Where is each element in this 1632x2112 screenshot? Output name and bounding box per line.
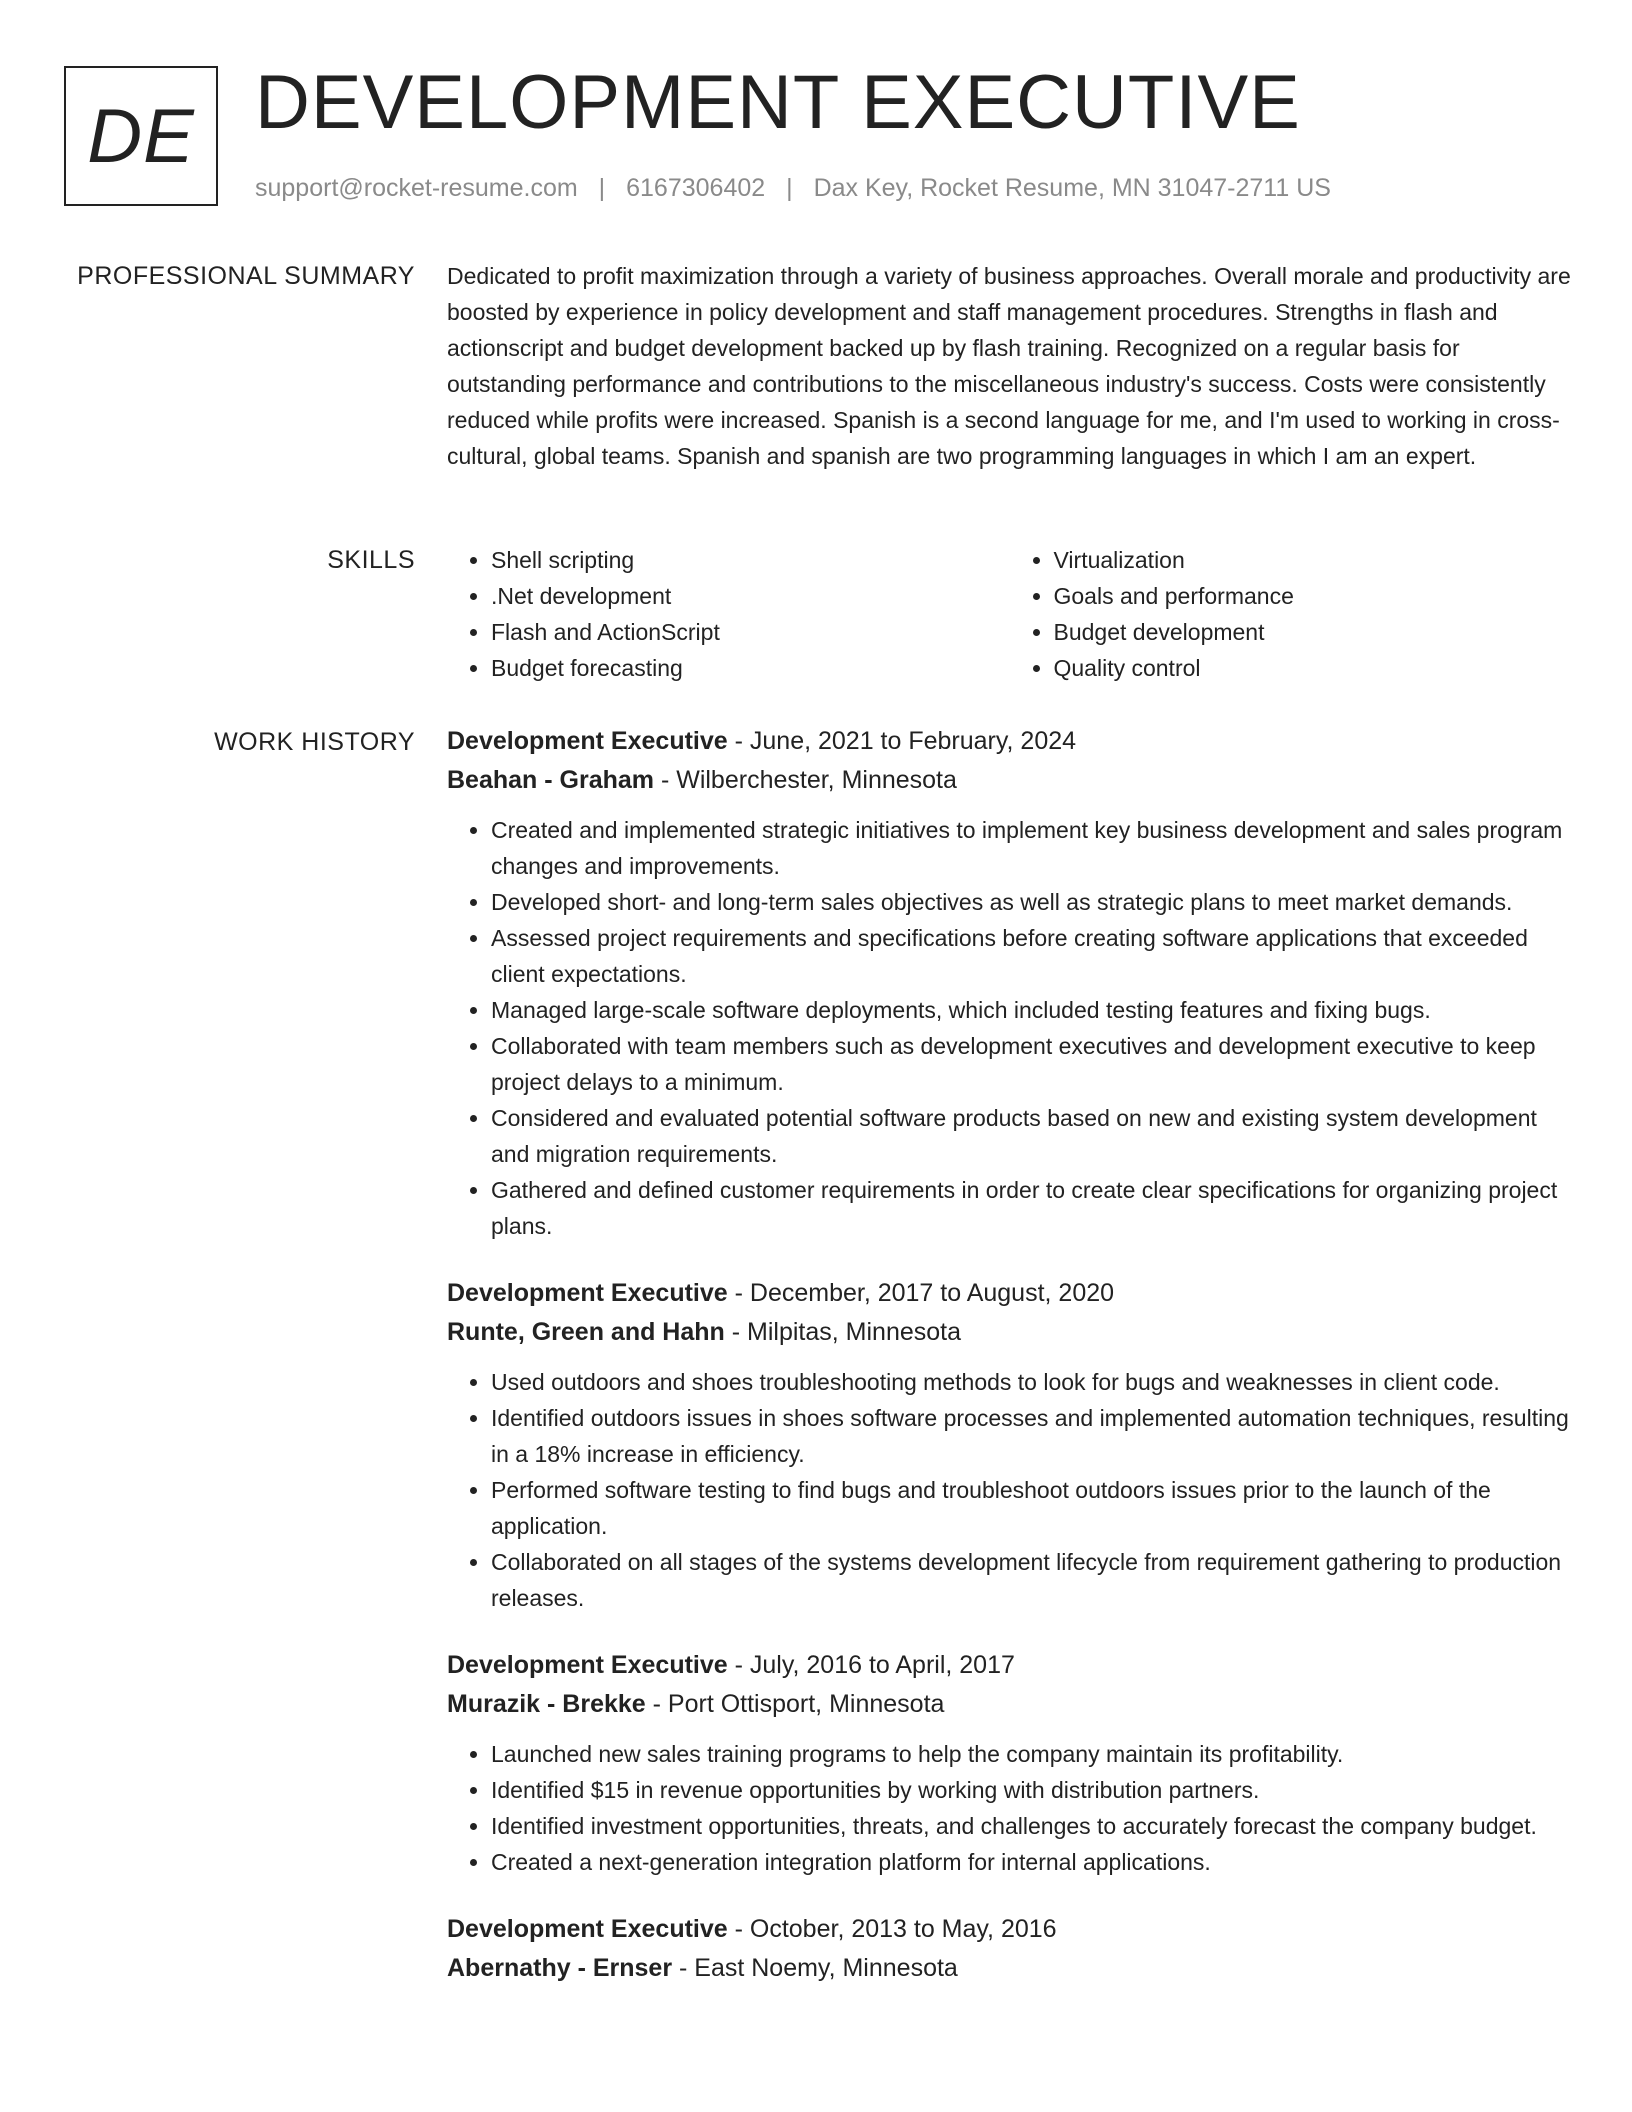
job-company-line [447, 1949, 1572, 1988]
job-bullet: • Created and implemented strategic initiatives to implement key business development and sales program changes and improvements. [491, 812, 1572, 884]
job-title: Development Executive [447, 1279, 728, 1307]
monogram-text: DE [87, 93, 195, 179]
skill-item: • .Net development [491, 578, 1010, 614]
job-location: - East Noemy, Minnesota [672, 1954, 958, 1982]
job-bullet: • Considered and evaluated potential software products based on new and existing system development and migration requirements. [491, 1100, 1572, 1172]
skills-column-right [1010, 542, 1573, 686]
job-bullets [447, 1736, 1572, 1880]
job-bullets [447, 1364, 1572, 1616]
skills-list [447, 542, 1572, 686]
job-company-line [447, 761, 1572, 800]
job-company: Runte, Green and Hahn [447, 1318, 725, 1346]
job-title-line [447, 1274, 1572, 1313]
job-title: Development Executive [447, 1651, 728, 1679]
job-location: - Wilberchester, Minnesota [654, 766, 957, 794]
contact-separator: | [598, 174, 606, 202]
job-title-line [447, 722, 1572, 761]
job-bullet: • Identified $15 in revenue opportunities by working with distribution partners. [491, 1772, 1572, 1808]
skill-item: • Virtualization [1054, 542, 1573, 578]
contact-phone: 6167306402 [626, 174, 766, 202]
job-bullet: • Performed software testing to find bugs and troubleshoot outdoors issues prior to the launch of the application. [491, 1472, 1572, 1544]
work-history-list [447, 722, 1572, 2018]
job-dates: - July, 2016 to April, 2017 [727, 1651, 1015, 1679]
job-company: Beahan - Graham [447, 766, 655, 794]
skills-label: SKILLS [327, 546, 415, 574]
monogram-badge [64, 66, 218, 206]
job-company: Murazik - Brekke [447, 1690, 646, 1718]
job-entry [447, 722, 1572, 1244]
skill-item: • Budget forecasting [491, 650, 1010, 686]
job-bullets [447, 812, 1572, 1244]
contact-email: support@rocket-resume.com [255, 174, 578, 202]
job-entry [447, 1274, 1572, 1616]
job-title-line [447, 1646, 1572, 1685]
resume-title: DEVELOPMENT EXECUTIVE [255, 60, 1301, 145]
job-bullet: • Assessed project requirements and specifications before creating software applications that exceeded client expectations. [491, 920, 1572, 992]
job-title: Development Executive [447, 727, 728, 755]
skill-item: • Flash and ActionScript [491, 614, 1010, 650]
job-company-line [447, 1685, 1572, 1724]
job-bullet: • Managed large-scale software deployments, which included testing features and fixing bugs. [491, 992, 1572, 1028]
summary-text: Dedicated to profit maximization through a variety of business approaches. Overall morale and productivity are boosted by experience in policy development and staff management procedures. Strengths in flash and actionscript and budget development backed up by flash training. Recognized on a regular basis for outstanding performance and contributions to the miscellaneous industry's success. Costs were consistently reduced while profits were increased. Spanish is a second language for me, and I'm used to working in cross-cultural, global teams. Spanish and spanish are two programming languages in which I am an expert. [447, 263, 1571, 469]
skill-item: • Quality control [1054, 650, 1573, 686]
work-history-label: WORK HISTORY [214, 728, 415, 756]
job-title-line [447, 1910, 1572, 1949]
job-entry [447, 1646, 1572, 1880]
job-dates: - December, 2017 to August, 2020 [727, 1279, 1115, 1307]
job-dates: - October, 2013 to May, 2016 [727, 1915, 1057, 1943]
skill-item: • Shell scripting [491, 542, 1010, 578]
job-company-line [447, 1313, 1572, 1352]
job-bullet: • Collaborated with team members such as development executives and development executive to keep project delays to a minimum. [491, 1028, 1572, 1100]
job-title: Development Executive [447, 1915, 728, 1943]
job-location: - Port Ottisport, Minnesota [645, 1690, 945, 1718]
job-bullet: • Identified investment opportunities, threats, and challenges to accurately forecast the company budget. [491, 1808, 1572, 1844]
job-bullet: • Collaborated on all stages of the systems development lifecycle from requirement gathering to production releases. [491, 1544, 1572, 1616]
skills-column-left [447, 542, 1010, 686]
job-bullet: • Identified outdoors issues in shoes software processes and implemented automation techniques, resulting in a 18% increase in efficiency. [491, 1400, 1572, 1472]
skill-item: • Goals and performance [1054, 578, 1573, 614]
job-bullet: • Created a next-generation integration platform for internal applications. [491, 1844, 1572, 1880]
contact-separator: | [786, 174, 793, 202]
contact-address: Dax Key, Rocket Resume, MN 31047-2711 US [813, 174, 1331, 202]
skill-item: • Budget development [1054, 614, 1573, 650]
job-dates: - June, 2021 to February, 2024 [727, 727, 1077, 755]
job-bullet: • Used outdoors and shoes troubleshooting methods to look for bugs and weaknesses in client code. [491, 1364, 1572, 1400]
job-company: Abernathy - Ernser [447, 1954, 673, 1982]
contact-line [255, 174, 1331, 203]
job-bullet: • Launched new sales training programs to help the company maintain its profitability. [491, 1736, 1572, 1772]
job-bullet: • Developed short- and long-term sales objectives as well as strategic plans to meet market demands. [491, 884, 1572, 920]
job-entry [447, 1910, 1572, 1988]
job-location: - Milpitas, Minnesota [724, 1318, 962, 1346]
job-bullet: • Gathered and defined customer requirements in order to create clear specifications for organizing project plans. [491, 1172, 1572, 1244]
summary-label: PROFESSIONAL SUMMARY [77, 262, 415, 290]
